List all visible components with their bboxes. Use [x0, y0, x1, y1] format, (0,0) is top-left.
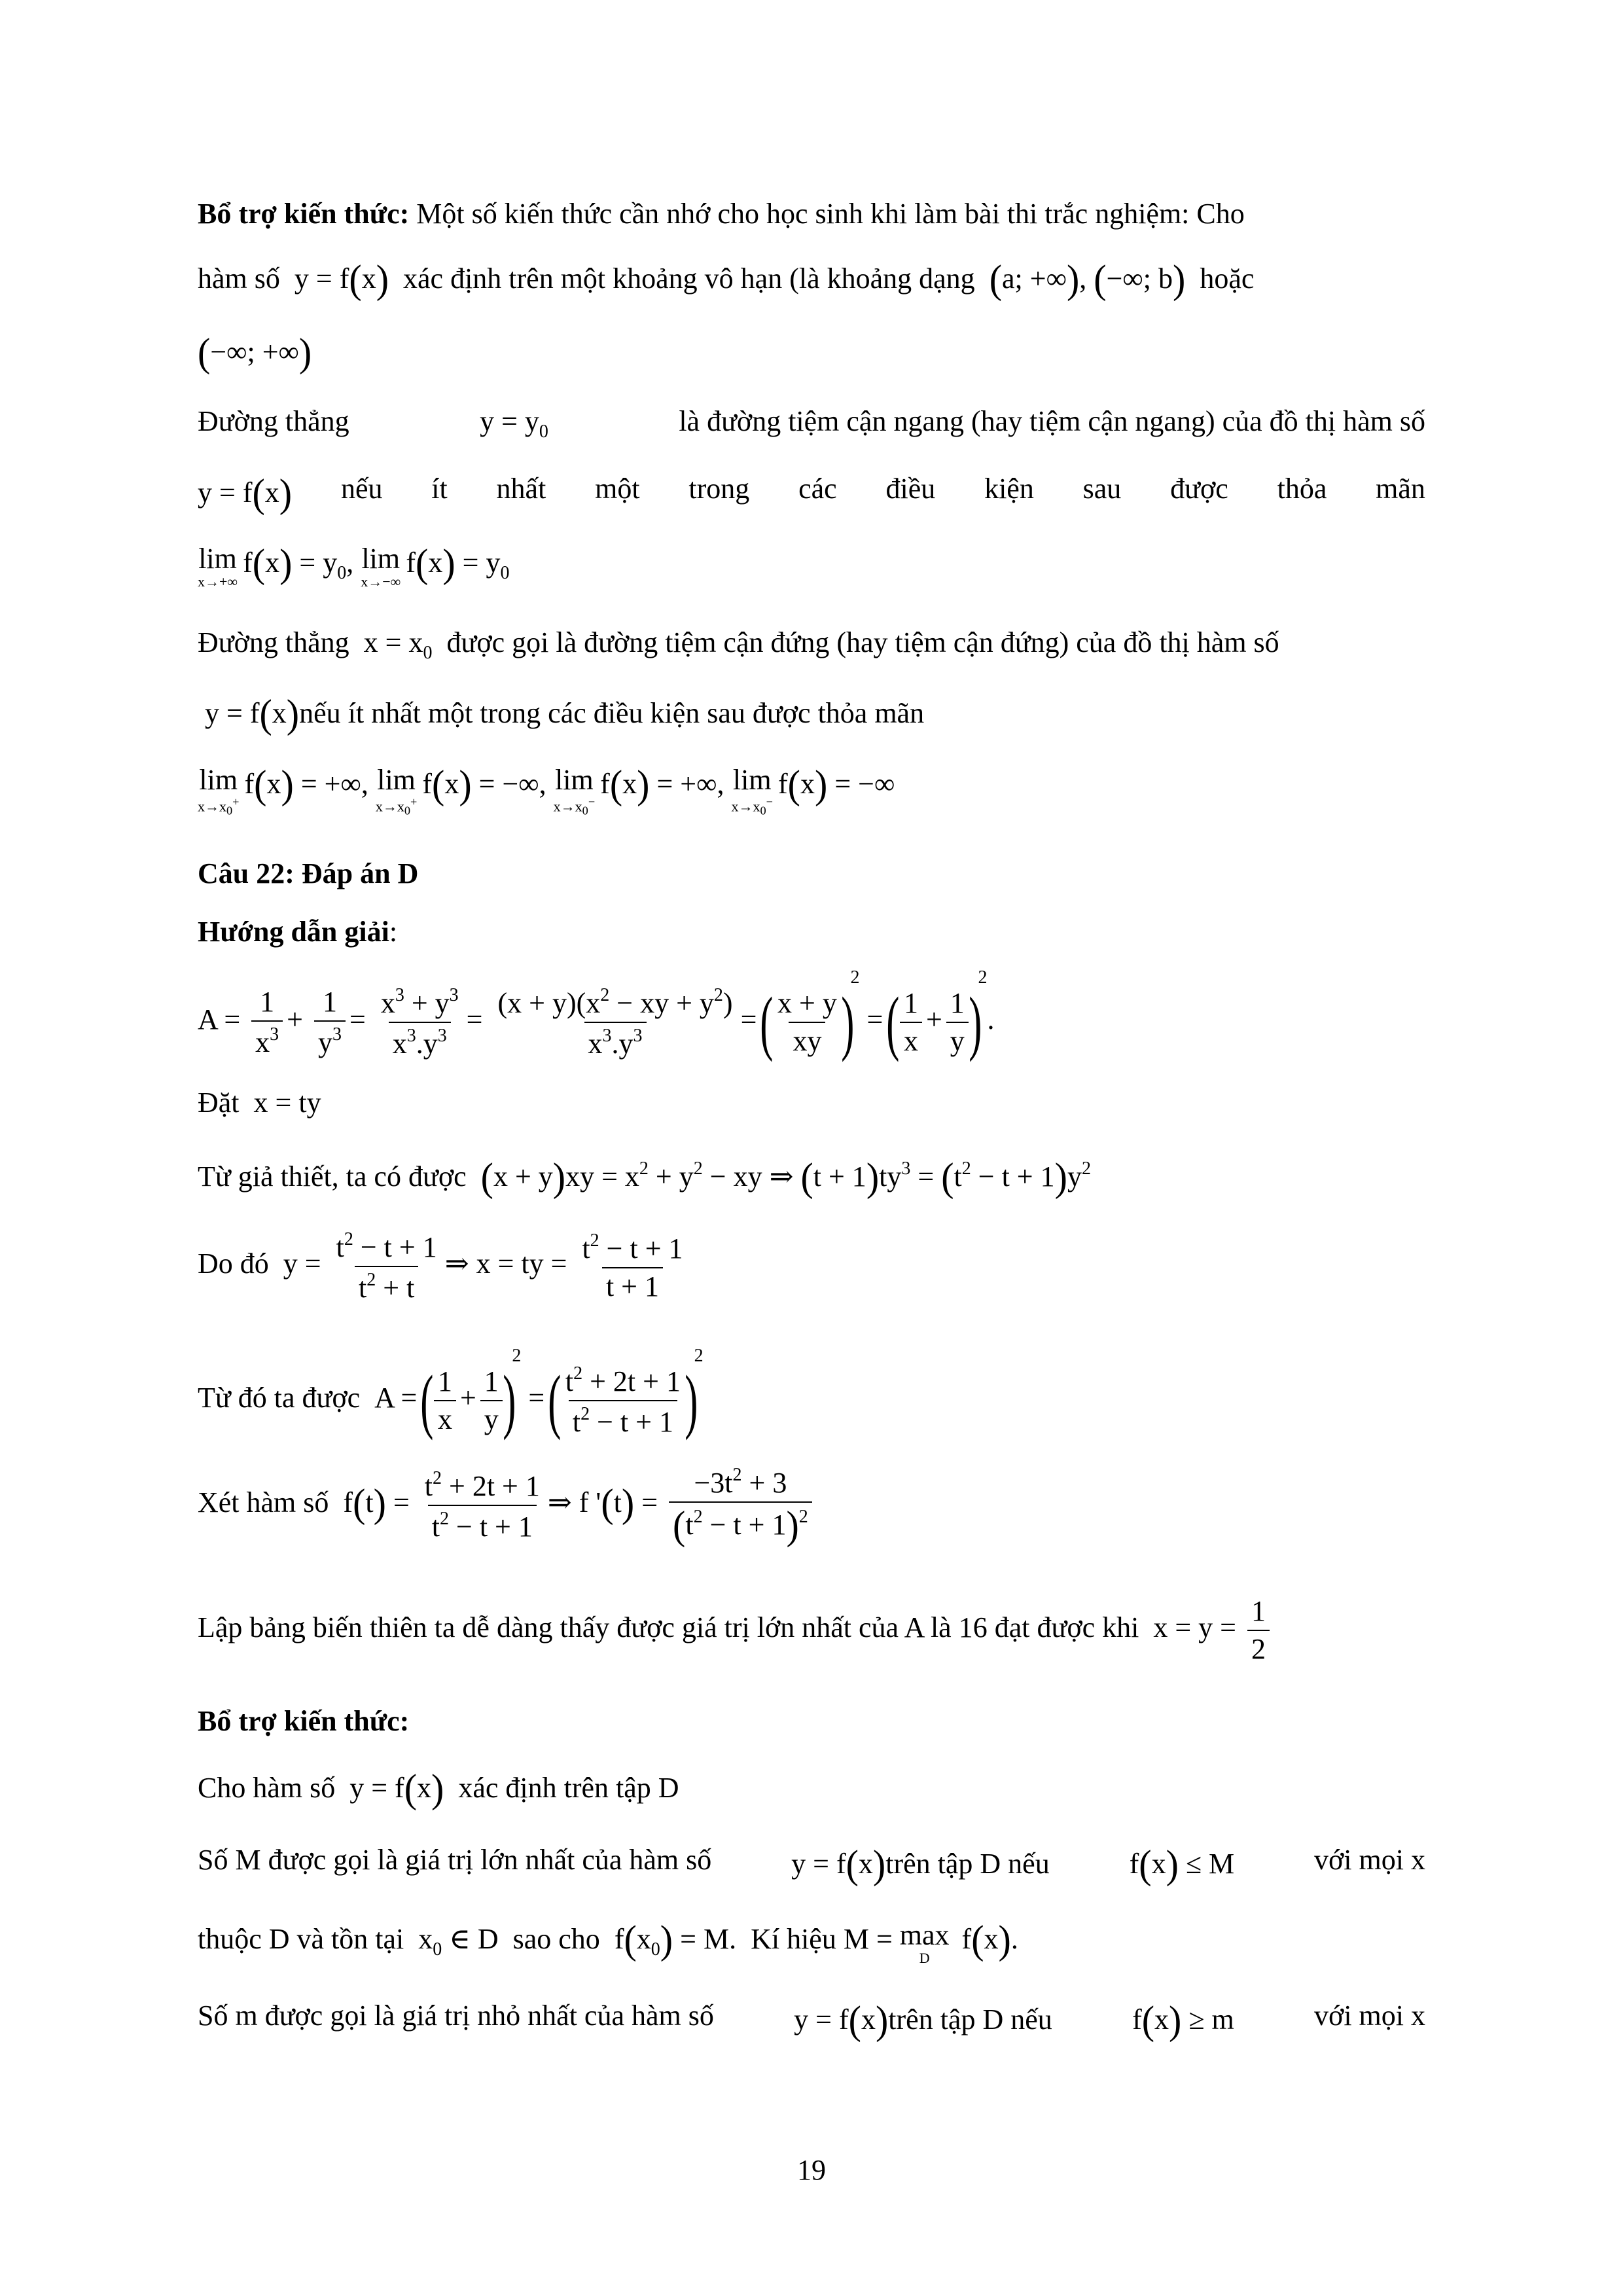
word: các: [798, 473, 837, 505]
function-def-line: [198, 1766, 679, 1811]
fraction: $\frac{1}{x}$: [434, 1367, 456, 1434]
hypothesis-line: [198, 1155, 1091, 1200]
text: được gọi là đường tiệm cận đứng (hay tiệm cận đứng) của đồ thị hàm số: [446, 626, 1279, 658]
interval-line: [198, 330, 312, 375]
formula: f(x) ≥ m: [1132, 1998, 1234, 2043]
formula: $f(x_0) = M$.: [607, 1917, 744, 1962]
word: nhất: [496, 473, 546, 505]
word: một: [595, 473, 640, 505]
formula: y = f(x): [198, 691, 300, 736]
text: nếu ít nhất một trong các điều kiện sau được thỏa mãn: [299, 697, 925, 729]
limit: lim x→+∞: [198, 543, 238, 590]
vertical-limit-formula: lim $x\to x_0^+$ f(x) = +∞, lim $x\to x_0^+$ f(x) = −∞, lim $x\to x_0^-$ f(x) = +∞, lim $x\to x_0^-$ f(x) = −∞: [198, 762, 895, 817]
formula: y = f(x)trên tập D nếu: [794, 1998, 1052, 2043]
formula: M = max D f(x).: [843, 1917, 1018, 1966]
limit: lim $x\to x_0^+$: [198, 764, 240, 817]
fraction: $\frac{t^2 - t + 1}{t + 1}$: [582, 1230, 683, 1302]
limit: lim $x\to x_0^-$: [553, 764, 596, 817]
page-number: 19: [797, 2154, 826, 2186]
fraction: $\frac{x + y}{xy}$: [777, 986, 837, 1057]
max-notation-line: [198, 1917, 1018, 1966]
word: ít: [431, 473, 448, 505]
limit: lim $x\to x_0^-$: [731, 764, 773, 817]
max-value-line: Lập bảng biến thiên ta dễ dàng thấy được giá trị lớn nhất của A là 16 đạt được khi x = y = $\frac{1}{2}$: [198, 1597, 1274, 1664]
knowledge-heading-line: [198, 200, 1245, 228]
text: với mọi x: [1314, 1844, 1425, 1876]
text: với mọi x: [1314, 2000, 1425, 2032]
word: sau: [1082, 473, 1122, 505]
formula-intervals: (a; +∞), (−∞; b): [989, 257, 1186, 302]
knowledge-heading: Bổ trợ kiến thức:: [198, 198, 410, 230]
word: nếu: [340, 473, 383, 505]
text: Lập bảng biến thiên ta dễ dàng thấy được giá trị lớn nhất của A là 16 đạt được khi: [198, 1611, 1139, 1644]
question-title: Câu 22: Đáp án D: [198, 857, 419, 889]
formula: $x = x_0$: [356, 626, 433, 663]
text: Số m được gọi là giá trị nhỏ nhất của hàm số: [198, 2000, 714, 2032]
fraction: $\frac{x^3 + y^3}{x^3.y^3}$: [380, 984, 459, 1060]
text: trên tập D nếu: [885, 1848, 1050, 1880]
formula: f(x) ≤ M: [1129, 1842, 1235, 1887]
formula: y = f(x)trên tập D nếu: [791, 1842, 1050, 1887]
word: điều: [885, 473, 936, 505]
fraction: $\frac{t^2 + 2t + 1}{t^2 - t + 1}$: [424, 1468, 540, 1543]
fraction: $\frac{t^2 + 2t + 1}{t^2 - t + 1}$: [565, 1363, 681, 1438]
fraction: $\frac{1}{x^3}$: [251, 988, 283, 1057]
limit: lim x→−∞: [361, 543, 401, 590]
fraction: $\frac{-3t^2 + 3}{(t^2 - t + 1)^2}$: [669, 1466, 812, 1545]
fraction: $\frac{1}{2}$: [1247, 1597, 1270, 1664]
text: Kí hiệu: [751, 1923, 836, 1955]
formula: y = f(x): [287, 257, 389, 302]
fraction: $\frac{1}{y}$: [946, 989, 969, 1056]
text: Đường thẳng: [198, 405, 349, 437]
fraction: $\frac{1}{y}$: [480, 1367, 503, 1434]
word: kiện: [984, 473, 1034, 505]
knowledge-intro: Một số kiến thức cần nhớ cho học sinh khi làm bài thi trắc nghiệm: Cho: [416, 198, 1245, 230]
solution-heading-line: [198, 918, 397, 946]
fraction: $\frac{t^2 - t + 1}{t^2 + t}$: [336, 1229, 437, 1304]
max-operator: max D: [899, 1919, 950, 1966]
formula: $x_0$ ∈ D: [411, 1923, 506, 1960]
fraction: $\frac{1}{y^3}$: [314, 988, 346, 1057]
text: Đường thẳng: [198, 626, 349, 658]
solution-heading: Hướng dẫn giải: [198, 916, 389, 948]
therefore-line: Do đó y = $\frac{t^2 - t + 1}{t^2 + t}$ ⇒ x = ty = $\frac{t^2 - t + 1}{t + 1}$: [198, 1230, 691, 1302]
text: Đặt: [198, 1086, 240, 1119]
min-def-line: [198, 1998, 1425, 2043]
result-A-line: Từ đó ta được A = ( $\frac{1}{x}$ + $\frac{1}{y}$ )$^2$ = ( $\frac{t^2 + 2t + 1}{t^2 - t + 1}$ )$^2$: [198, 1346, 704, 1441]
word: mãn: [1376, 473, 1425, 505]
max-def-line: [198, 1842, 1425, 1887]
text: thuộc D và tồn tại: [198, 1923, 404, 1955]
text: Do đó: [198, 1247, 269, 1280]
colon: :: [389, 916, 398, 948]
substitution-line: [198, 1088, 321, 1117]
limit: lim $x\to x_0^+$: [375, 764, 418, 817]
text: xác định trên tập D: [458, 1772, 679, 1804]
formula: $y = y_0$: [480, 405, 548, 442]
fraction: $\frac{1}{x}$: [900, 989, 922, 1056]
formula: y = f(x): [342, 1766, 444, 1811]
text: hàm số: [198, 262, 280, 295]
text: Số M được gọi là giá trị lớn nhất của hàm số: [198, 1844, 712, 1876]
knowledge-heading-2: Bổ trợ kiến thức:: [198, 1705, 410, 1737]
formula: x = ty: [246, 1086, 321, 1119]
function-domain-line: [198, 257, 1255, 302]
word: trong: [688, 473, 750, 505]
text: Xét hàm số: [198, 1486, 329, 1519]
text: là đường tiệm cận ngang (hay tiệm cận ngang) của đồ thị hàm số: [679, 405, 1425, 437]
formula: (−∞; +∞): [198, 330, 312, 375]
vertical-asymptote-line: [198, 628, 1279, 662]
text: Cho hàm số: [198, 1772, 336, 1804]
derivative-line: Xét hàm số f(t) = $\frac{t^2 + 2t + 1}{t^2 - t + 1}$ ⇒ f '(t) = $\frac{-3t^2 + 3}{(t^2 - t + 1)^2}$: [198, 1466, 816, 1545]
text: trên tập D nếu: [888, 2003, 1052, 2036]
text: Từ giả thiết, ta có được: [198, 1160, 467, 1193]
text: hoặc: [1200, 262, 1255, 295]
vertical-condition-line: [198, 691, 925, 736]
equation-A: A = $\frac{1}{x^3}$ + $\frac{1}{y^3}$ = $\frac{x^3 + y^3}{x^3.y^3}$ = $\frac{(x + y)(x^2 - xy + y^2)}{x^3.y^3}$ = ( $\frac{x + y}{xy}$ )$^2$ = ( $\frac{1}{x}$ + $\frac{1}{y}$ )$^2$.: [198, 967, 995, 1062]
word: thỏa: [1277, 473, 1327, 505]
text: Từ đó ta được: [198, 1382, 361, 1414]
formula: y = f(x): [198, 471, 293, 516]
text: xác định trên một khoảng vô hạn (là khoảng dạng: [403, 262, 975, 295]
horizontal-asymptote-line: [198, 407, 1425, 441]
fraction: $\frac{(x + y)(x^2 - xy + y^2)}{x^3.y^3}$: [497, 984, 733, 1060]
formula: $(x + y)xy = x^2 + y^2$ − xy ⇒ $(t + 1)ty^3 = (t^2 - t + 1)y^2$: [480, 1155, 1091, 1200]
word: được: [1170, 473, 1228, 505]
horizontal-limit-formula: lim x→+∞ $f(x) = y_0$, lim x→−∞ $f(x) = y_0$: [198, 541, 510, 590]
text: sao cho: [512, 1923, 600, 1955]
condition-line: [198, 471, 1425, 516]
